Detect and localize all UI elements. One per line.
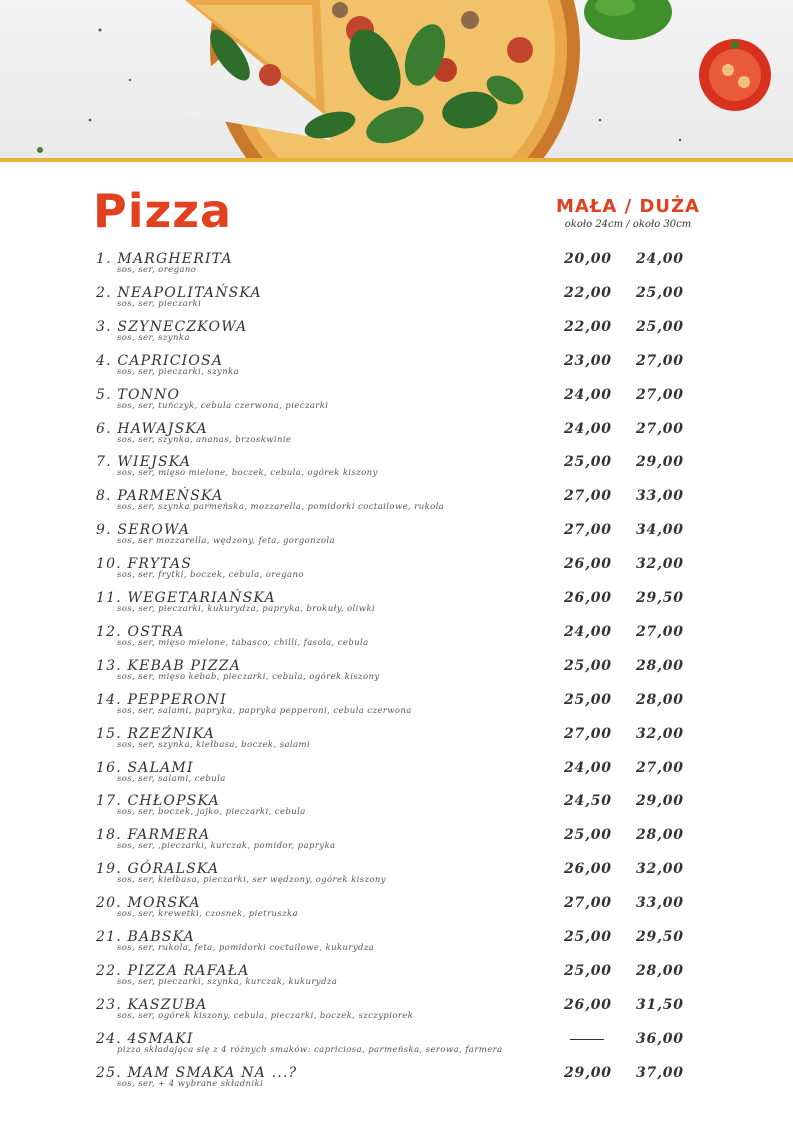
- price-large: 29,00: [636, 793, 684, 810]
- item-ingredients: sos, ser, mięso mielone, boczek, cebula, ogórek kiszony: [117, 468, 378, 479]
- menu-item: [96, 624, 706, 658]
- item-name: 3. SZYNECZKOWA: [96, 318, 248, 335]
- price-large: 27,00: [636, 386, 684, 403]
- item-ingredients: sos, ser, oregano: [117, 265, 197, 275]
- price-small: 25,00: [564, 962, 612, 979]
- item-ingredients: pizza składająca się z 4 różnych smaków: capriciosa, parmeńska, serowa, farmera: [117, 1044, 503, 1055]
- item-name: 22. PIZZA RAFAŁA: [96, 962, 250, 979]
- divider-line: [0, 158, 793, 162]
- price-large: 34,00: [636, 522, 684, 539]
- menu-item: [96, 760, 706, 794]
- item-name: 9. SEROWA: [96, 522, 191, 539]
- menu-item: [96, 488, 706, 522]
- price-small: 25,00: [564, 454, 612, 471]
- price-large: 25,00: [636, 284, 684, 301]
- price-large: 28,00: [636, 657, 684, 674]
- size-header: [540, 196, 716, 230]
- item-ingredients: sos, ser, salami, cebula: [117, 773, 226, 784]
- price-small: 26,00: [564, 996, 612, 1013]
- item-name: 12. OSTRA: [96, 623, 185, 640]
- menu-item: [96, 929, 706, 963]
- price-large: 24,00: [636, 251, 684, 267]
- item-name: 20. MORSKA: [96, 895, 201, 912]
- price-small: 26,00: [564, 556, 612, 573]
- item-ingredients: sos, ser, szynka, kiełbasa, boczek, salami: [117, 739, 311, 750]
- item-name: 15. RZEŹNIKA: [96, 725, 216, 742]
- size-dimensions: około 24cm / około 30cm: [564, 219, 692, 230]
- price-small: 25,00: [564, 827, 612, 844]
- item-ingredients: sos, ser, mięso kebab, pieczarki, cebula, ogórek kiszony: [117, 671, 380, 682]
- menu-item: [96, 590, 706, 624]
- price-small: 23,00: [564, 352, 612, 369]
- item-ingredients: sos, ser, frytki, boczek, cebula, oregano: [117, 570, 304, 581]
- item-name: 24. 4SMAKI: [96, 1030, 194, 1047]
- item-ingredients: sos, ser, tuńczyk, cebula czerwona, pieczarki: [117, 400, 329, 411]
- price-small: 22,00: [564, 318, 612, 335]
- item-ingredients: sos, ser, rukola, feta, pomidorki coctailowe, kukurydza: [117, 943, 375, 953]
- price-large: 29,00: [636, 454, 684, 471]
- item-name: 13. KEBAB PIZZA: [96, 657, 242, 674]
- menu-item: [96, 997, 706, 1031]
- pizza-photo-illustration: [0, 0, 793, 158]
- menu-item: [96, 556, 706, 590]
- menu-item: [96, 726, 706, 760]
- price-small: 24,00: [564, 420, 612, 437]
- menu-item: [96, 522, 706, 556]
- price-small: 27,00: [564, 725, 612, 742]
- item-name: 10. FRYTAS: [96, 556, 193, 573]
- size-labels: MAŁA / DUŻA: [556, 196, 700, 217]
- menu-item: [96, 454, 706, 488]
- item-name: 19. GÓRALSKA: [96, 861, 220, 878]
- menu-item: [96, 895, 706, 929]
- item-name: 8. PARMEŃSKA: [96, 488, 224, 505]
- menu-item: [96, 387, 706, 421]
- price-small: 24,00: [564, 623, 612, 640]
- menu-item: [96, 285, 706, 319]
- item-name: 6. HAWAJSKA: [96, 420, 208, 437]
- price-small-unavailable-dash: [570, 1039, 604, 1040]
- item-ingredients: sos, ser, kiełbasa, pieczarki, ser wędzony, ogórek kiszony: [117, 875, 386, 886]
- item-ingredients: sos, ser, pieczarki, szynka, kurczak, kukurydza: [117, 976, 338, 987]
- price-small: 26,00: [564, 861, 612, 878]
- price-large: 25,00: [636, 318, 684, 335]
- menu-item: [96, 353, 706, 387]
- item-ingredients: sos, ser, pieczarki, kukurydza, papryka, brokuły, oliwki: [117, 604, 376, 614]
- menu-item: [96, 319, 706, 353]
- item-name: 11. WEGETARIAŃSKA: [96, 590, 276, 606]
- item-ingredients: sos, ser, szynka: [117, 332, 190, 343]
- item-ingredients: sos, ser, pieczarki, szynka: [117, 366, 240, 377]
- price-small: 24,00: [564, 759, 612, 776]
- menu-item: [96, 861, 706, 895]
- price-large: 31,50: [636, 996, 684, 1013]
- item-ingredients: sos, ser, szynka, ananas, brzoskwinie: [117, 434, 292, 445]
- price-small: 24,00: [564, 386, 612, 403]
- price-large: 28,00: [636, 827, 684, 844]
- item-ingredients: sos, ser mozzarella, wędzony, feta, gorgonzola: [117, 536, 336, 547]
- price-large: 33,00: [636, 895, 684, 912]
- item-name: 17. CHŁOPSKA: [96, 793, 220, 810]
- menu-item: [96, 963, 706, 997]
- price-small: 27,00: [564, 488, 612, 505]
- price-small: 25,00: [564, 691, 612, 708]
- menu-item: [96, 827, 706, 861]
- price-large: 29,50: [636, 929, 684, 945]
- item-name: 21. BABSKA: [96, 929, 195, 945]
- price-large: 37,00: [636, 1064, 684, 1081]
- item-ingredients: sos, ser, pieczarki: [117, 298, 202, 309]
- price-large: 36,00: [636, 1030, 684, 1047]
- menu-item: [96, 251, 706, 285]
- price-small: 27,00: [564, 522, 612, 539]
- price-small: 24,50: [564, 793, 612, 810]
- page-title: Pizza: [93, 184, 233, 238]
- price-large: 32,00: [636, 861, 684, 878]
- item-name: 14. PEPPERONI: [96, 691, 227, 708]
- item-ingredients: sos, ser, salami, papryka, papryka pepperoni, cebula czerwona: [117, 705, 412, 716]
- item-ingredients: sos, ser, + 4 wybrane składniki: [117, 1078, 264, 1089]
- item-name: 2. NEAPOLITAŃSKA: [96, 284, 262, 301]
- menu-item: [96, 793, 706, 827]
- price-large: 27,00: [636, 759, 684, 776]
- price-small: 20,00: [564, 251, 612, 267]
- price-small: 26,00: [564, 590, 612, 606]
- item-ingredients: sos, ser, ogórek kiszony, cebula, pieczarki, boczek, szczypiorek: [117, 1010, 414, 1021]
- menu-item: [96, 692, 706, 726]
- item-ingredients: sos, ser, ,pieczarki, kurczak, pomidor, papryka: [117, 841, 336, 852]
- price-large: 27,00: [636, 420, 684, 437]
- price-small: 22,00: [564, 284, 612, 301]
- menu-item: [96, 658, 706, 692]
- price-large: 32,00: [636, 556, 684, 573]
- price-large: 33,00: [636, 488, 684, 505]
- item-ingredients: sos, ser, szynka parmeńska, mozzarella, pomidorki coctailowe, rukola: [117, 502, 445, 513]
- price-large: 32,00: [636, 725, 684, 742]
- item-name: 4. CAPRICIOSA: [96, 352, 224, 369]
- item-name: 25. MAM SMAKA NA ...?: [96, 1064, 298, 1081]
- item-name: 16. SALAMI: [96, 759, 194, 776]
- item-ingredients: sos, ser, mięso mielone, tabasco, chilli, fasola, cebula: [117, 637, 369, 648]
- item-name: 23. KASZUBA: [96, 996, 208, 1013]
- price-small: 25,00: [564, 657, 612, 674]
- price-large: 28,00: [636, 962, 684, 979]
- price-large: 29,50: [636, 590, 684, 606]
- price-small: 27,00: [564, 895, 612, 912]
- item-name: 7. WIEJSKA: [96, 454, 192, 471]
- price-small: 29,00: [564, 1064, 612, 1081]
- menu-item: [96, 421, 706, 455]
- item-ingredients: sos, ser, boczek, jajko, pieczarki, cebula: [117, 807, 306, 818]
- price-large: 27,00: [636, 623, 684, 640]
- item-name: 18. FARMERA: [96, 827, 211, 844]
- menu-item: [96, 1065, 706, 1099]
- price-large: 27,00: [636, 352, 684, 369]
- item-name: 1. MARGHERITA: [96, 251, 233, 267]
- menu-item: [96, 1031, 706, 1065]
- price-small: 25,00: [564, 929, 612, 945]
- hero-image: [0, 0, 793, 158]
- price-large: 28,00: [636, 691, 684, 708]
- item-name: 5. TONNO: [96, 386, 181, 403]
- item-ingredients: sos, ser, krewetki, czosnek, pietruszka: [117, 909, 298, 920]
